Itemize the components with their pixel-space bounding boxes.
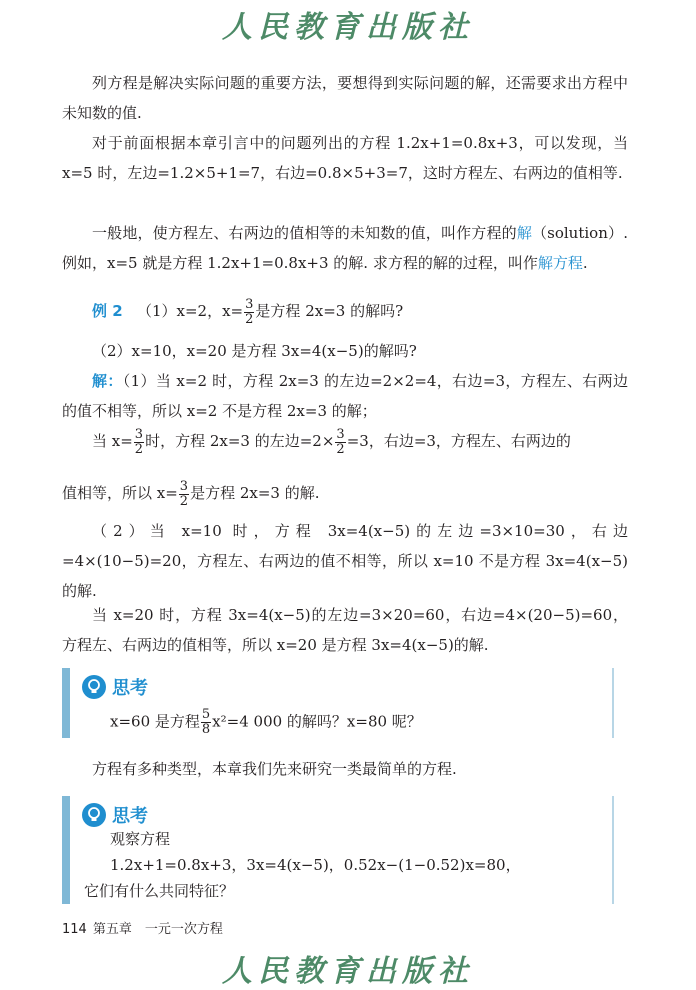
lightbulb-icon [82,803,106,827]
intro-paragraph: 列方程是解决实际问题的重要方法，要想得到实际问题的解，还需要求出方程中未知数的值. [62,74,628,122]
think-title: 思考 [112,678,148,699]
think-question: x=60 是方程 $\frac{5}{8}$ x²=4 000 的解吗？x=80 呢？ [110,707,422,737]
think-line-2: 1.2x+1=0.8x+3，3x=4(x−5)，0.52x−(1−0.52)x=80， [110,856,521,874]
fraction: $\frac{5}{8}$ [201,707,211,737]
definition-text-middle: （solution）. 例如，x=5 就是方程 1.2x+1=0.8x+3 的解. 求方程的解的过程，叫作 [62,224,628,272]
solution-label: 解： [92,372,123,390]
fraction: $\frac{3}{2}$ [245,296,254,327]
fraction: $\frac{3}{2}$ [179,478,189,509]
definition-text-after: . [582,254,588,272]
solution-part-1 [62,366,628,426]
page-footer [62,918,223,937]
example-label: 例 2 [92,302,123,320]
example-question-2: （2）x=10，x=20 是方程 3x=4(x−5)的解吗? [92,342,417,360]
think-title: 思考 [112,806,148,827]
definition-text-before: 一般地，使方程左、右两边的值相等的未知数的值，叫作方程的 [92,224,517,242]
think-box-2 [62,796,614,904]
term-solve-equation: 解方程 [537,254,583,272]
fraction: $\frac{3}{2}$ [134,426,144,457]
think-line-3: 它们有什么共同特征？ [84,882,235,900]
publisher-logo-bottom: 人民教育出版社 [222,954,474,989]
think-line-1: 观察方程 [110,830,171,848]
types-paragraph: 方程有多种类型，本章我们先来研究一类最简单的方程. [92,760,457,778]
think-box-1 [62,668,614,738]
lightbulb-icon [82,675,106,699]
example-paragraph: 对于前面根据本章引言中的问题列出的方程 1.2x+1=0.8x+3，可以发现，当 x=5 时，左边=1.2×5+1=7，右边=0.8×5+3=7，这时方程左、右两边的值相等. [62,134,628,182]
solution-line-2: 当 x= $\frac{3}{2}$ 时，方程 2x=3 的左边=2× $\frac{3}{2}$ =3，右边=3，方程左、右两边的 [92,426,571,457]
solution-part-2: （2）当 x=10 时，方程 3x=4(x−5)的左边=3×10=30，右边=4×(10−5)=20，方程左、右两边的值不相等，所以 x=10 不是方程 3x=4(x−5)的解. [62,522,628,600]
example-question-1 [92,296,628,327]
definition-paragraph [62,218,628,278]
fraction: $\frac{3}{2}$ [336,426,345,457]
solution-part-3: 当 x=20 时，方程 3x=4(x−5)的左边=3×20=60，右边=4×(20−5)=60，方程左、右两边的值相等，所以 x=20 是方程 3x=4(x−5)的解. [62,606,628,654]
think-header [82,674,148,700]
chapter-title: 第五章 一元一次方程 [92,922,223,937]
page-number: 114 [62,922,87,937]
think-header [82,802,148,828]
solution-line-3: 值相等，所以 x= $\frac{3}{2}$ 是方程 2x=3 的解. [62,478,320,509]
q1-text-a: （1）x=2，x= [136,302,244,320]
q1-text-b: 是方程 2x=3 的解吗? [255,302,404,320]
solution-text-1: （1）当 x=2 时，方程 2x=3 的左边=2×2=4，右边=3，方程左、右两边的值不相等，所以 x=2 不是方程 2x=3 的解； [62,372,628,420]
publisher-logo-top: 人民教育出版社 [222,10,474,45]
term-solution: 解 [516,224,532,242]
